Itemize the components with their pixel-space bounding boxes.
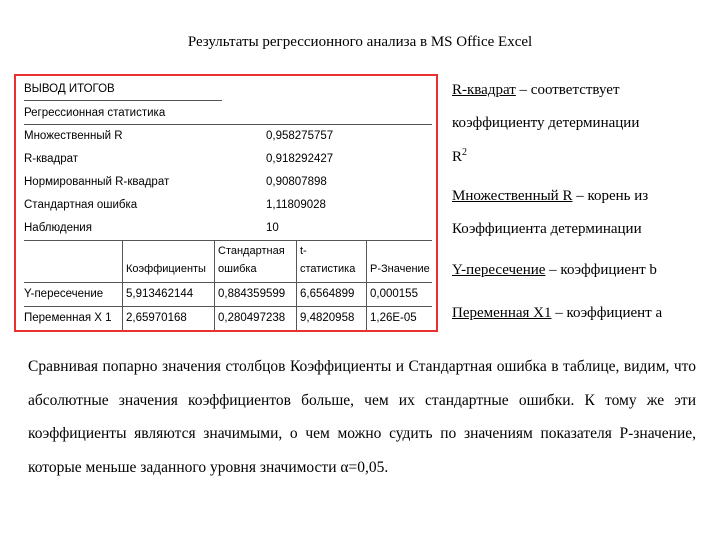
column-divider bbox=[296, 240, 297, 332]
header-std-error-1: Стандартная bbox=[218, 245, 285, 257]
row-name: Переменная X 1 bbox=[24, 312, 112, 324]
divider bbox=[24, 240, 432, 241]
stat-label: Нормированный R-квадрат bbox=[24, 176, 170, 188]
divider bbox=[24, 282, 432, 283]
header-std-error-2: ошибка bbox=[218, 263, 257, 275]
header-t-stat-2: статистика bbox=[300, 263, 356, 275]
coef-value: 2,65970168 bbox=[126, 312, 187, 324]
note-multiple-r-line2: Коэффициента детерминации bbox=[452, 221, 642, 237]
stat-label: Стандартная ошибка bbox=[24, 199, 138, 211]
note-r-squared: R-квадрат – соответствует bbox=[452, 82, 620, 98]
stat-value: 0,918292427 bbox=[266, 153, 334, 165]
header-coefficients: Коэффициенты bbox=[126, 263, 206, 275]
header-p-value: P-Значение bbox=[370, 263, 430, 275]
stat-value: 10 bbox=[266, 222, 279, 234]
stat-label: Наблюдения bbox=[24, 222, 92, 234]
note-multiple-r: Множественный R – корень из bbox=[452, 188, 649, 204]
stat-label: Множественный R bbox=[24, 130, 123, 142]
conclusion-paragraph: Сравнивая попарно значения столбцов Коэффициенты и Стандартная ошибка в таблице, видим, что абсолютные значения коэффициентов больше, чем их стандартные ошибки. К тому же эти коэффициенты являются значимыми, о чем можно судить по значениям показателя P-значение, которые меньше заданного уровня значимости α=0,05. bbox=[28, 358, 696, 476]
coef-value: 5,913462144 bbox=[126, 288, 194, 300]
column-divider bbox=[366, 240, 367, 332]
std-error-value: 0,280497238 bbox=[218, 312, 286, 324]
stat-value: 0,958275757 bbox=[266, 130, 334, 142]
note-r-squared-line2: коэффициенту детерминации bbox=[452, 115, 640, 131]
p-value: 1,26E-05 bbox=[370, 312, 417, 324]
row-name: Y-пересечение bbox=[24, 288, 104, 300]
column-divider bbox=[214, 240, 215, 332]
header-t-stat-1: t- bbox=[300, 245, 307, 257]
stat-label: R-квадрат bbox=[24, 153, 79, 165]
regression-output-table: ВЫВОД ИТОГОВ Регрессионная статистика Множественный R 0,958275757 R-квадрат 0,918292427 Нормированный R-квадрат 0,90807898 Стандартная ошибка 1,11809028 Наблюдения 10 Коэффициенты Стандартная ошибка t- статистика P-Значение Y-пересечение 5,913462144 0,884359599 6,6564899 0,000155 Переменная X 1 2,65970168 0,280497238 9,4820958 1,26E-05 bbox=[14, 74, 438, 332]
std-error-value: 0,884359599 bbox=[218, 288, 286, 300]
page-title: Результаты регрессионного анализа в MS Office Excel bbox=[187, 34, 533, 50]
divider bbox=[24, 100, 222, 101]
t-stat-value: 9,4820958 bbox=[300, 312, 355, 324]
column-divider bbox=[122, 240, 123, 332]
note-r-squared-line3: $R^2$ bbox=[452, 147, 468, 165]
stat-value: 0,90807898 bbox=[266, 176, 327, 188]
note-variable-x1: Переменная X1 – коэффициент a bbox=[452, 305, 663, 321]
p-value: 0,000155 bbox=[370, 288, 418, 300]
t-stat-value: 6,6564899 bbox=[300, 288, 355, 300]
note-intercept: Y-пересечение – коэффициент b bbox=[452, 262, 657, 278]
stat-value: 1,11809028 bbox=[266, 199, 326, 211]
divider bbox=[24, 306, 432, 307]
